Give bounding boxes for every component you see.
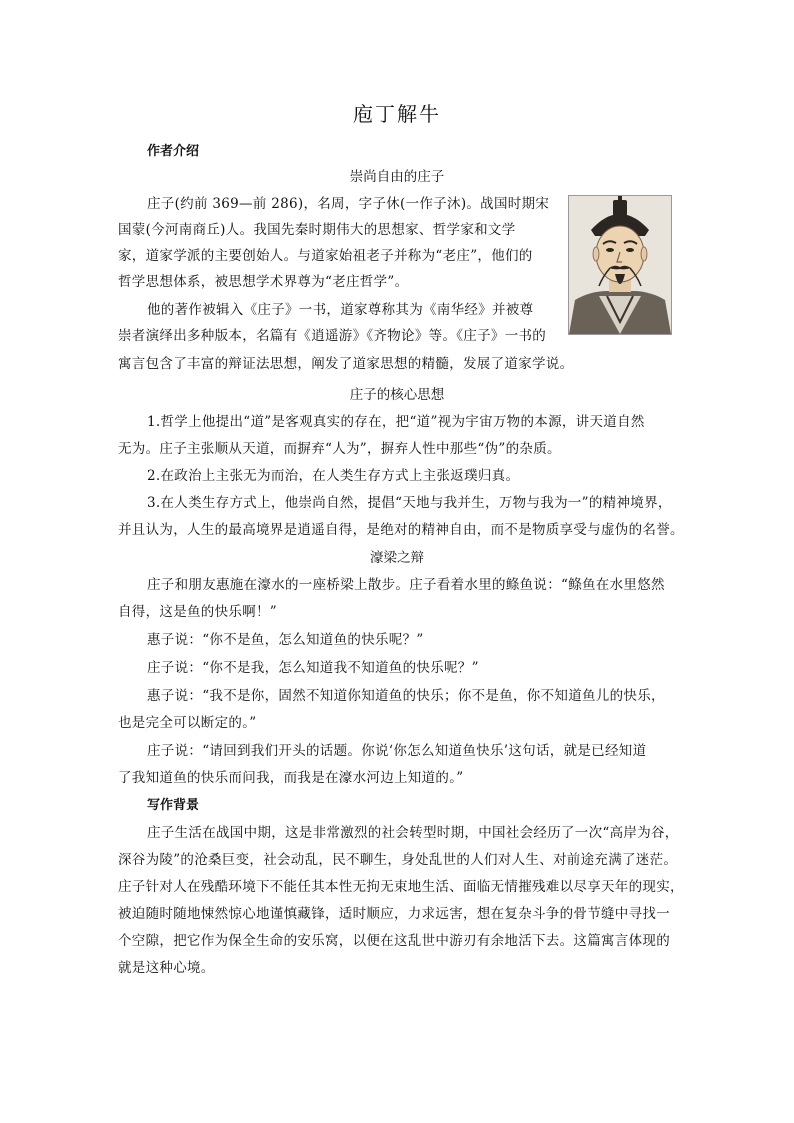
debate-line-7: 庄子说：“请回到我们开头的话题。你说‘你怎么知道鱼快乐’这句话，就是已经知道 [147, 743, 647, 759]
author-line-6: 崇者演绎出多种版本，名篇有《逍遥游》《齐物论》等。《庄子》一书的 [118, 328, 547, 344]
core-line-5: 并且认为，人生的最高境界是逍遥自得，是绝对的精神自由，而不是物质享受与虚伪的名誉。 [118, 522, 684, 538]
background-line-5: 个空隙，把它作为保全生命的安乐窝，以便在这乱世中游刃有余地活下去。这篇寓言体现的 [118, 933, 670, 949]
debate-line-6: 也是完全可以断定的。” [118, 715, 257, 731]
core-line-2: 无为。庄子主张顺从天道，而摒弃“人为”，摒弃人性中那些“伪”的杂质。 [118, 441, 561, 457]
subtitle-core: 庄子的核心思想 [349, 387, 445, 403]
section-heading-author: 作者介绍 [147, 144, 200, 159]
debate-line-5: 惠子说：“我不是你，固然不知道你知道鱼的快乐；你不是鱼，你不知道鱼儿的快乐， [147, 688, 665, 704]
background-line-1: 庄子生活在战国中期，这是非常激烈的社会转型时期，中国社会经历了一次“高岸为谷， [147, 825, 679, 841]
core-line-4: 3.在人类生存方式上，他崇尚自然，提倡“天地与我并生，万物与我为一”的精神境界， [147, 495, 672, 511]
background-line-3: 庄子针对人在残酷环境下不能任其本性无拘无束地生活、面临无情摧残难以尽享天年的现实， [118, 879, 684, 895]
section-heading-background: 写作背景 [147, 798, 200, 813]
debate-line-2: 自得，这是鱼的快乐啊！” [118, 604, 278, 620]
page-title: 庖丁解牛 [353, 102, 441, 126]
background-line-2: 深谷为陵”的沧桑巨变，社会动乱，民不聊生，身处乱世的人们对人生、对前途充满了迷茫。 [118, 852, 678, 868]
subtitle-author: 崇尚自由的庄子 [349, 169, 445, 185]
core-line-1: 1.哲学上他提出“道”是客观真实的存在，把“道”视为宇宙万物的本源，讲天道自然 [147, 414, 645, 430]
debate-line-4: 庄子说：“你不是我，怎么知道我不知道鱼的快乐呢？” [147, 660, 479, 676]
author-line-4: 哲学思想体系，被思想学术界尊为“老庄哲学”。 [118, 274, 409, 290]
author-line-7: 寓言包含了丰富的辩证法思想，阐发了道家思想的精髓，发展了道家学说。 [118, 356, 574, 372]
debate-line-1: 庄子和朋友惠施在濠水的一座桥梁上散步。庄子看着水里的鲦鱼说：“鲦鱼在水里悠然 [147, 577, 665, 593]
background-line-4: 被迫随时随地悚然惊心地谨慎藏锋，适时顺应，力求远害，想在复杂斗争的骨节缝中寻找一 [118, 906, 670, 922]
debate-line-3: 惠子说：“你不是鱼，怎么知道鱼的快乐呢？” [147, 632, 424, 648]
author-line-1: 庄子(约前 369—前 286)，名周，字子休(一作子沐)。战国时期宋 [147, 196, 550, 212]
background-line-6: 就是这种心境。 [118, 960, 215, 976]
subtitle-debate: 濠梁之辩 [370, 550, 424, 566]
author-line-2: 国蒙(今河南商丘)人。我国先秦时期伟大的思想家、哲学家和文学 [118, 222, 516, 238]
debate-line-8: 了我知道鱼的快乐而问我，而我是在濠水河边上知道的。” [118, 770, 464, 786]
core-line-3: 2.在政治上主张无为而治，在人类生存方式上主张返璞归真。 [147, 468, 520, 484]
author-line-5: 他的著作被辑入《庄子》一书，道家尊称其为《南华经》并被尊 [147, 302, 534, 318]
zhuangzi-portrait-image [568, 195, 672, 335]
author-line-3: 家，道家学派的主要创始人。与道家始祖老子并称为“老庄”，他们的 [118, 248, 533, 264]
